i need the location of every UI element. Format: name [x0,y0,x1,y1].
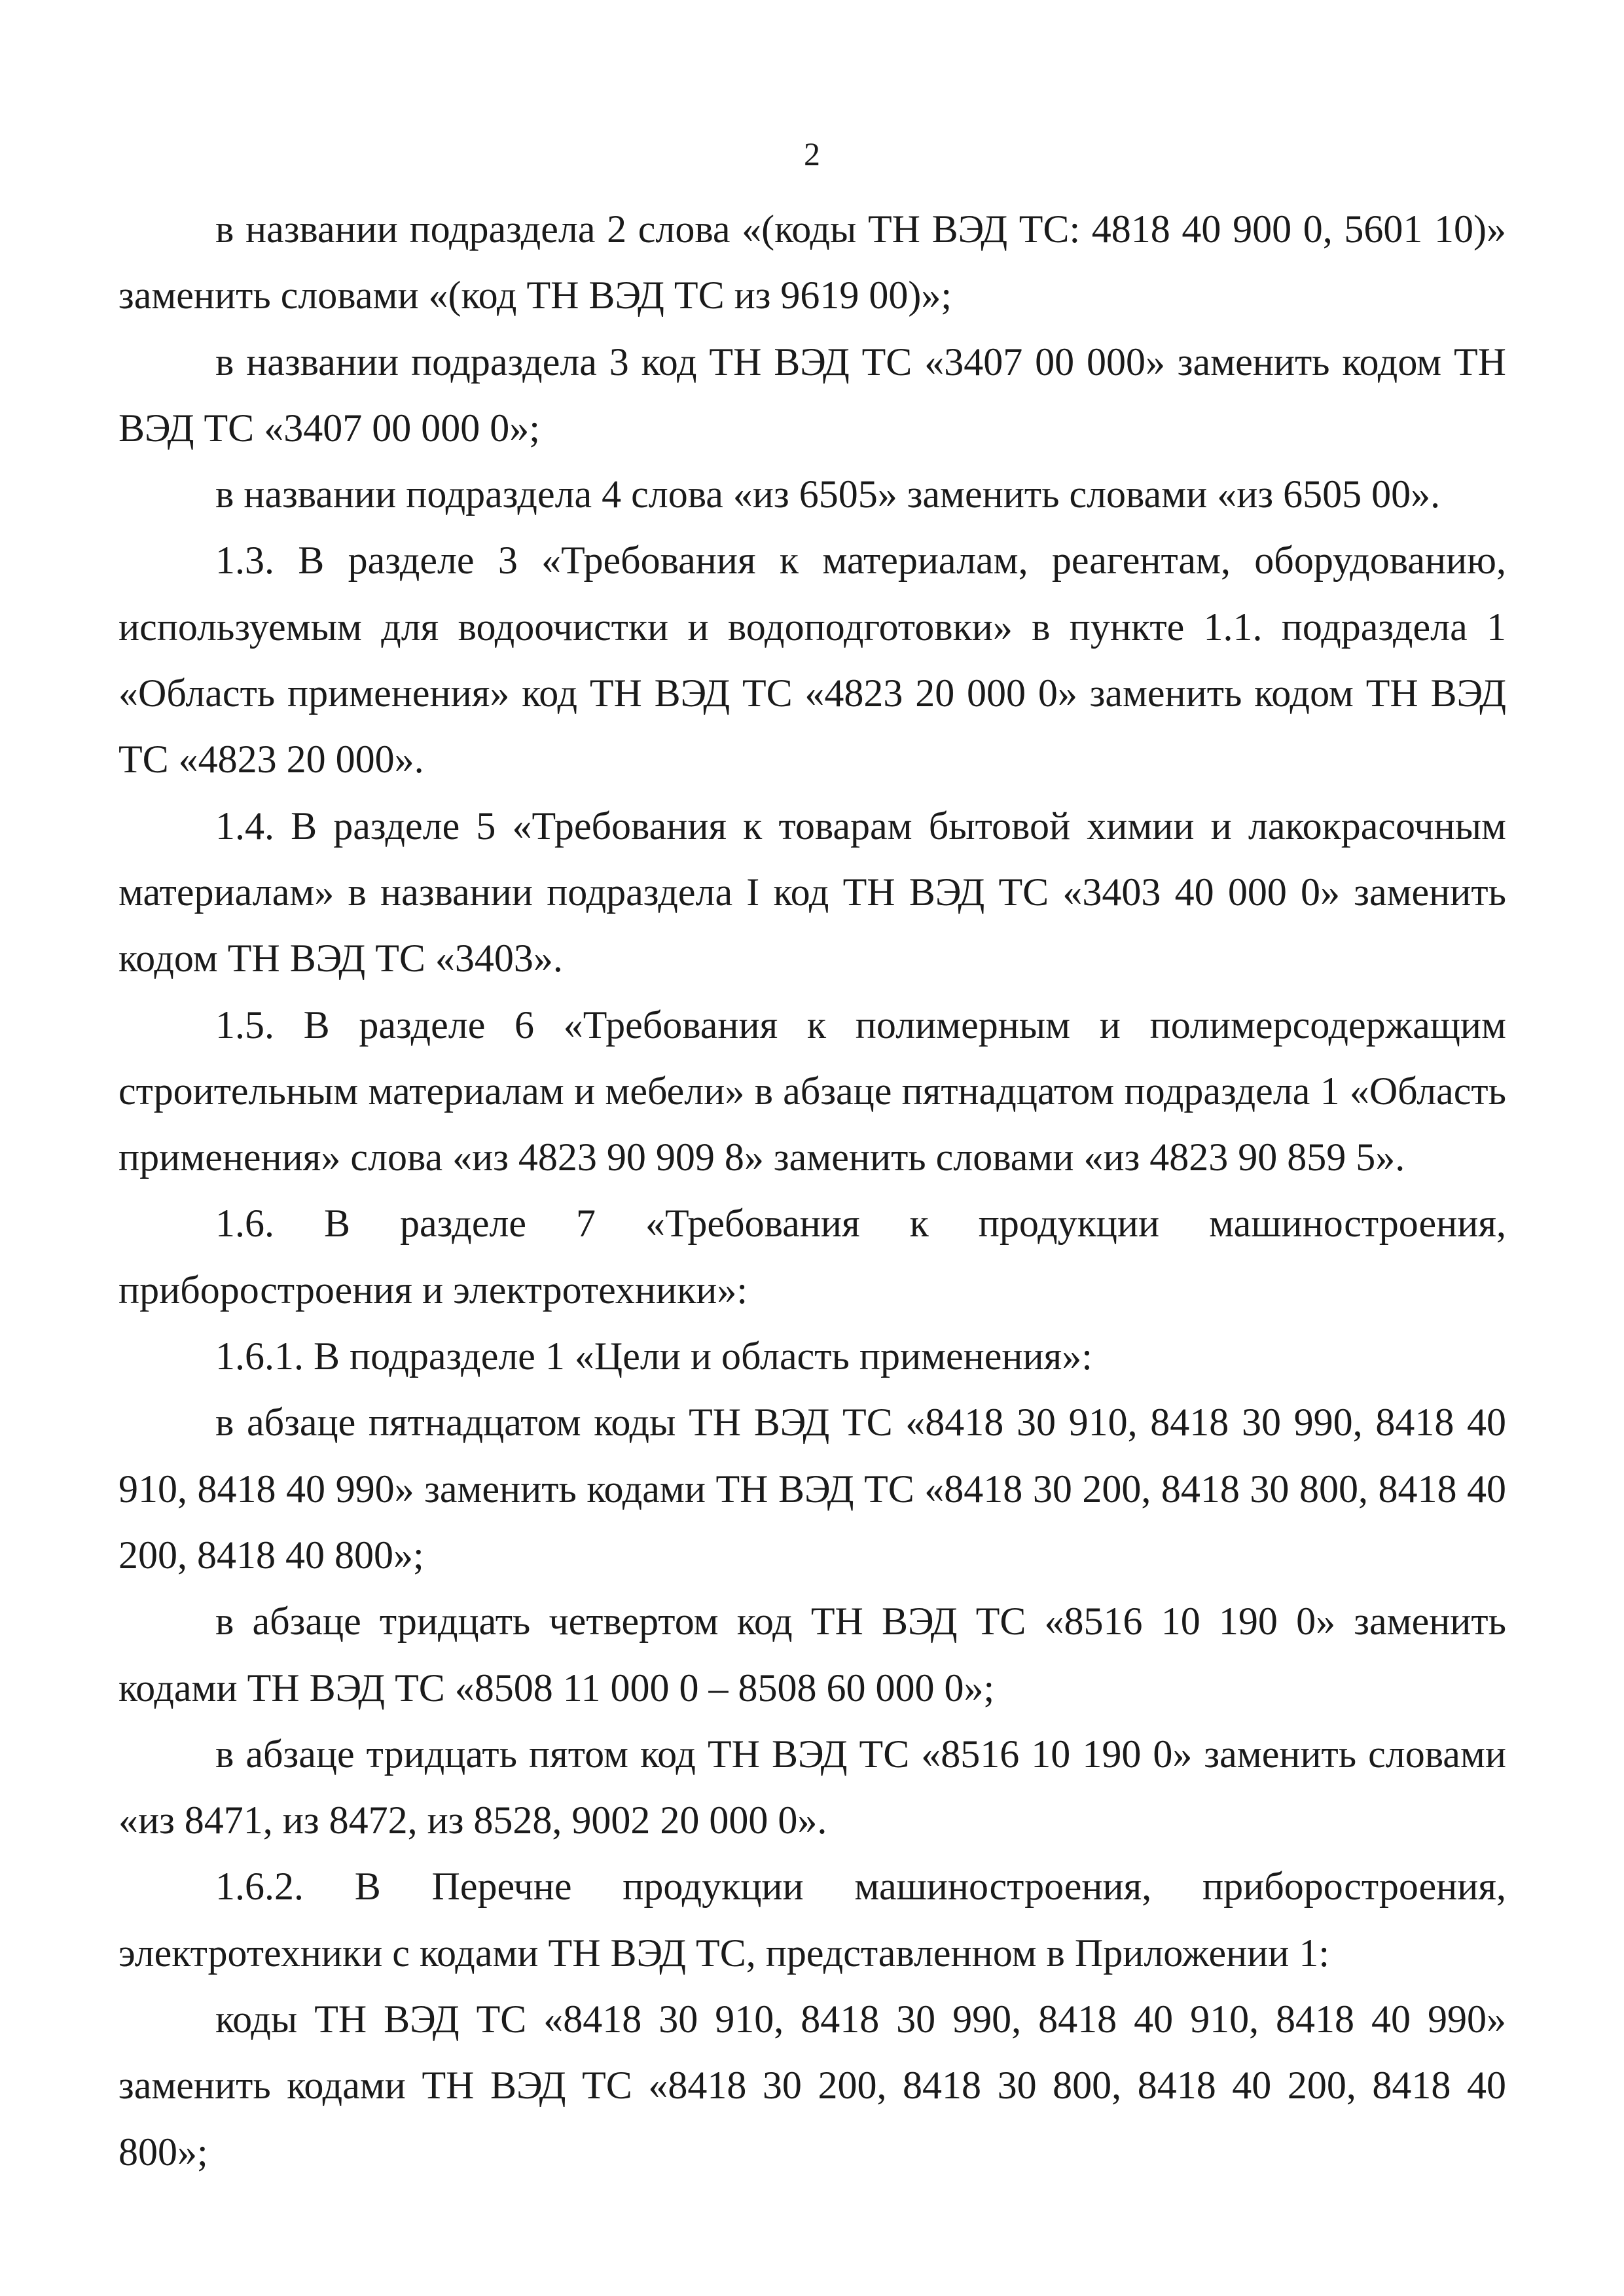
paragraph: 1.4. В разделе 5 «Требования к товарам бытовой химии и лакокрасочным материалам» в названии подраздела I код ТН ВЭД ТС «3403 40 000 0» заменить кодом ТН ВЭД ТС «3403». [118,804,1506,980]
document-body [118,196,1506,2185]
page-number: 2 [804,135,820,172]
paragraph: 1.3. В разделе 3 «Требования к материалам, реагентам, оборудованию, используемым для водоочистки и водоподготовки» в пункте 1.1. подраздела 1 «Область применения» код ТН ВЭД ТС «4823 20 000 0» заменить кодом ТН ВЭД ТС «4823 20 000». [118,539,1506,781]
paragraph: 1.6. В разделе 7 «Требования к продукции машиностроения, приборостроения и электротехники»: [118,1202,1506,1312]
paragraph: в названии подраздела 3 код ТН ВЭД ТС «3407 00 000» заменить кодом ТН ВЭД ТС «3407 00 000 0»; [118,340,1506,450]
paragraph: в абзаце пятнадцатом коды ТН ВЭД ТС «8418 30 910, 8418 30 990, 8418 40 910, 8418 40 990» заменить кодами ТН ВЭД ТС «8418 30 200, 8418 30 800, 8418 40 200, 8418 40 800»; [118,1401,1506,1577]
paragraph: 1.5. В разделе 6 «Требования к полимерным и полимерсодержащим строительным материалам и мебели» в абзаце пятнадцатом подраздела 1 «Область применения» слова «из 4823 90 909 8» заменить словами «из 4823 90 859 5». [118,1003,1506,1179]
paragraph: коды ТН ВЭД ТС «8418 30 910, 8418 30 990, 8418 40 910, 8418 40 990» заменить кодами ТН ВЭД ТС «8418 30 200, 8418 30 800, 8418 40 200, 8418 40 800»; [118,1998,1506,2174]
paragraph: в абзаце тридцать четвертом код ТН ВЭД ТС «8516 10 190 0» заменить кодами ТН ВЭД ТС «8508 11 000 0 – 8508 60 000 0»; [118,1600,1506,1710]
paragraph: 1.6.2. В Перечне продукции машиностроения, приборостроения, электротехники с кодами ТН ВЭД ТС, представленном в Приложении 1: [118,1865,1506,1975]
paragraph: в названии подраздела 2 слова «(коды ТН ВЭД ТС: 4818 40 900 0, 5601 10)» заменить словами «(код ТН ВЭД ТС из 9619 00)»; [118,207,1506,317]
paragraph: 1.6.1. В подразделе 1 «Цели и область применения»: [215,1335,1092,1378]
paragraph: в абзаце тридцать пятом код ТН ВЭД ТС «8516 10 190 0» заменить словами «из 8471, из 8472, из 8528, 9002 20 000 0». [118,1732,1506,1842]
paragraph: в названии подраздела 4 слова «из 6505» заменить словами «из 6505 00». [215,473,1441,516]
